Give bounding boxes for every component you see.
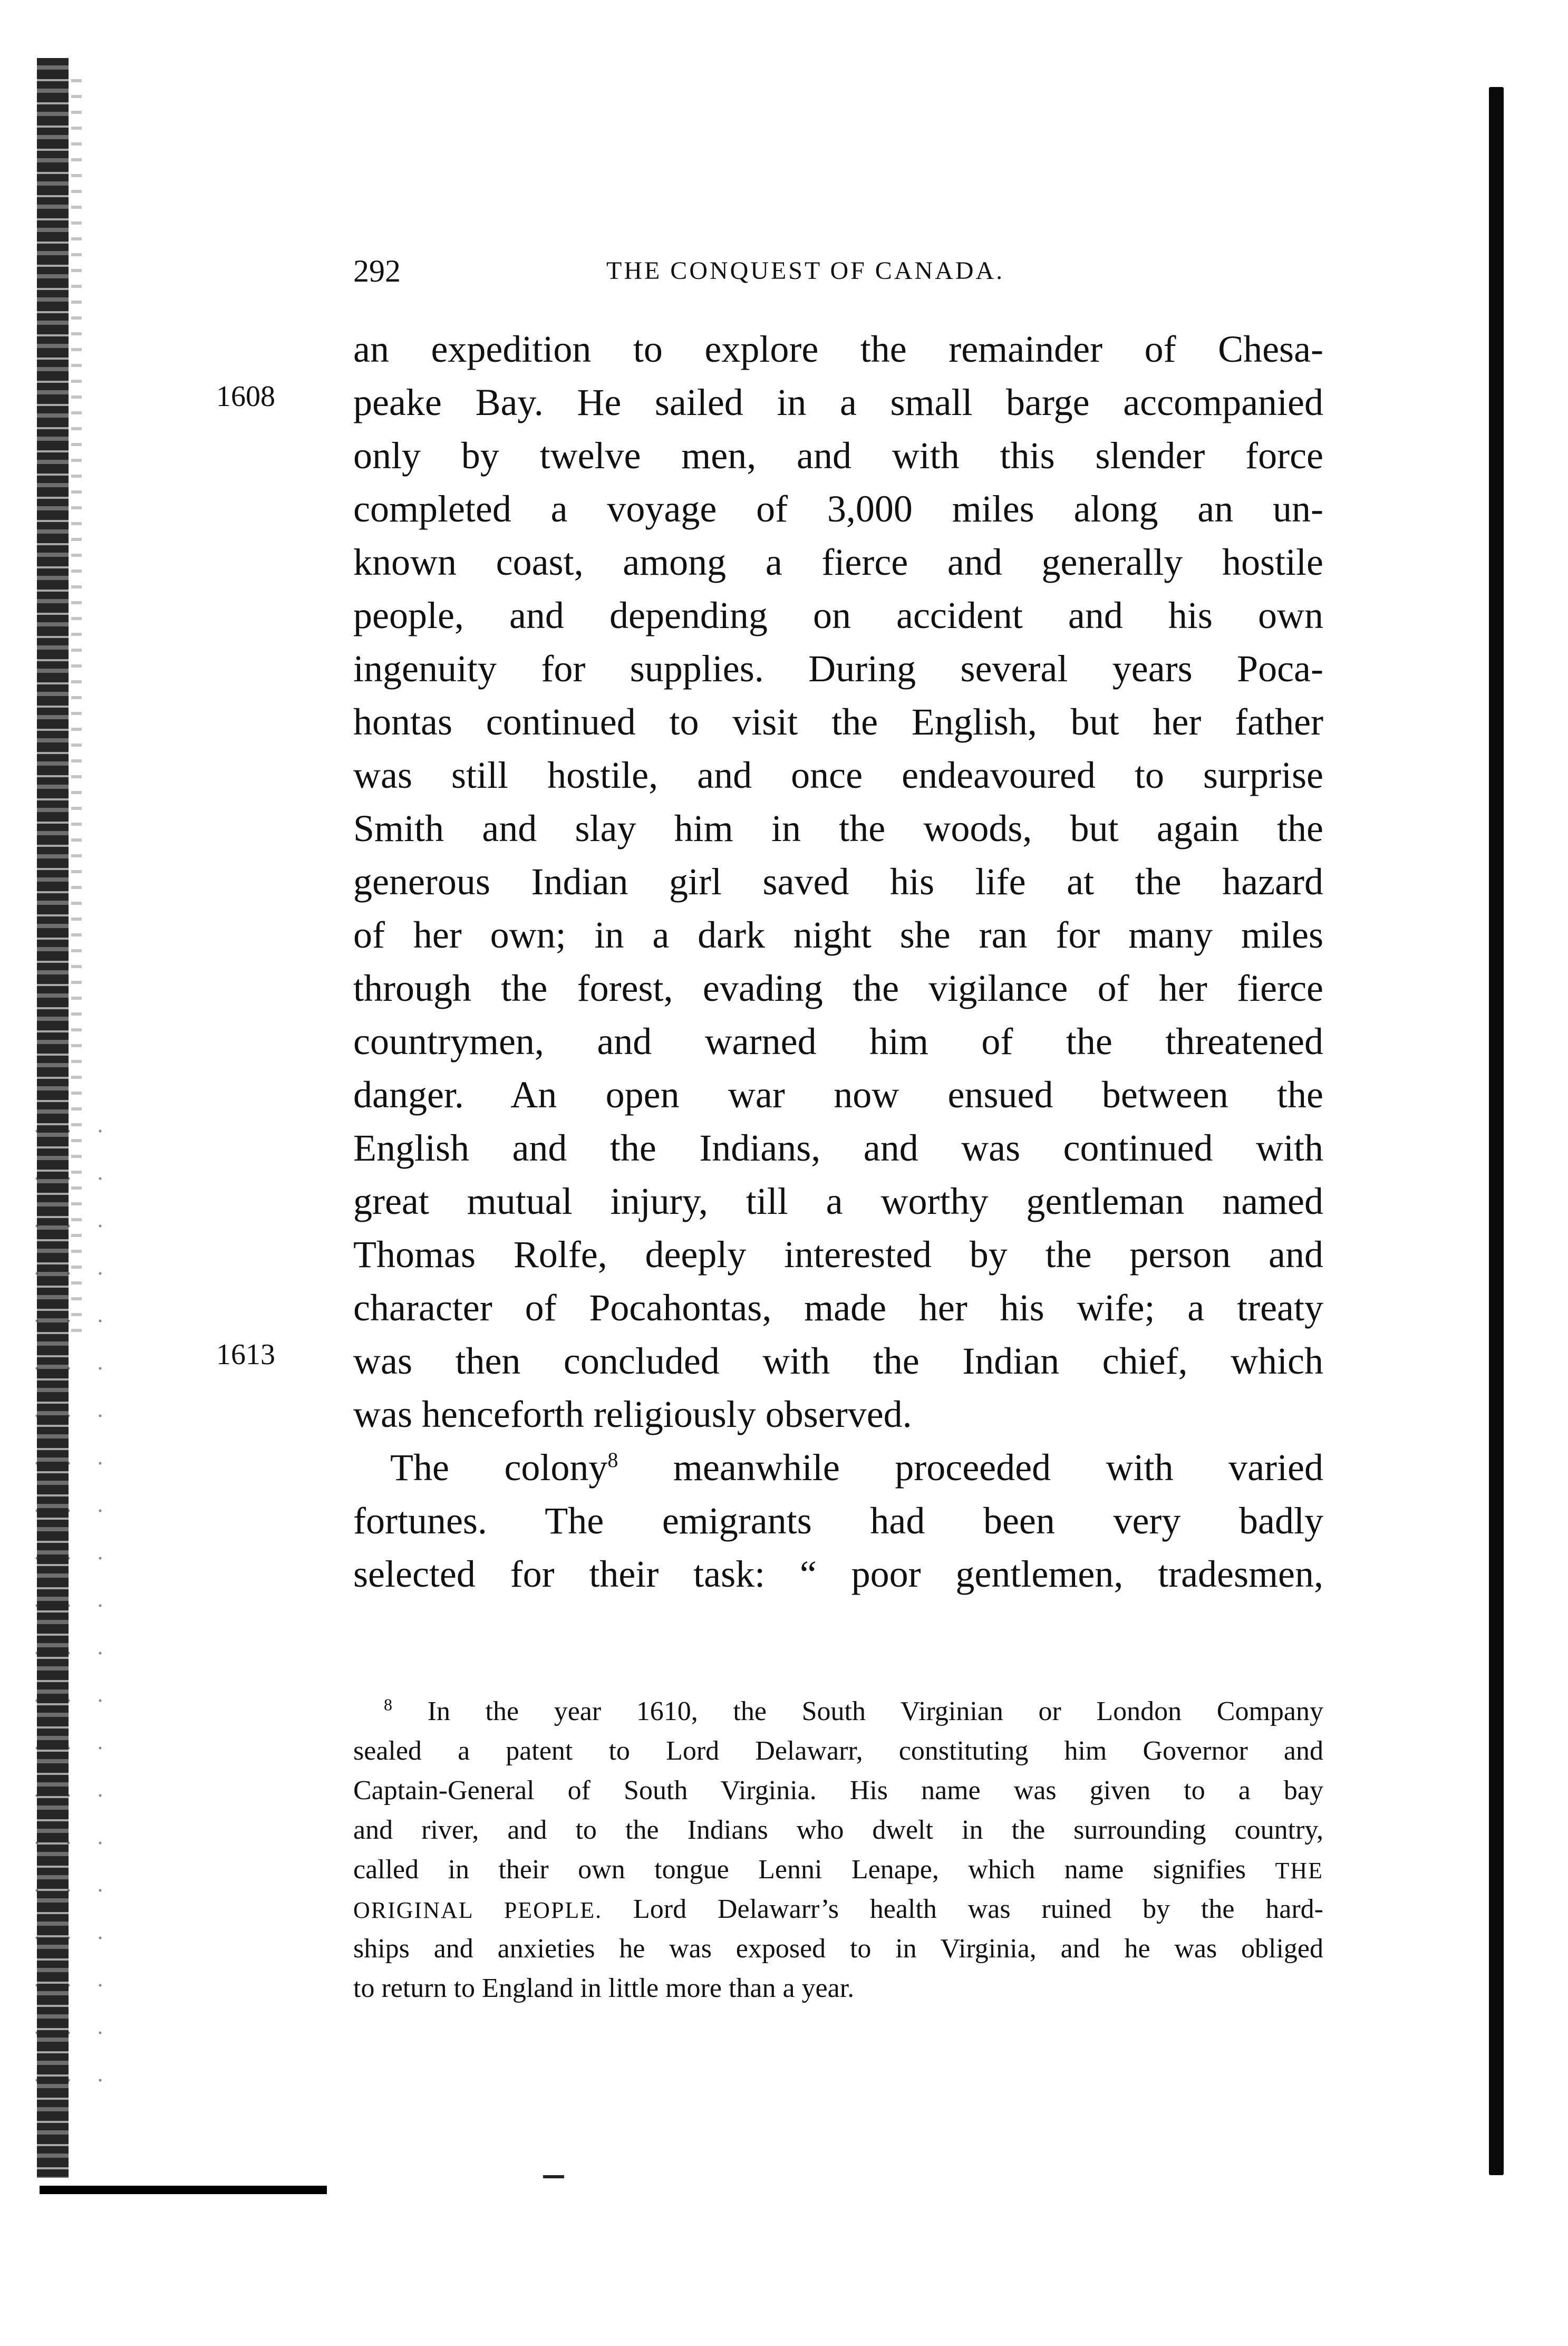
body-line: character of Pocahontas, made her his wife; a treaty <box>353 1287 1323 1329</box>
body-line: through the forest, evading the vigilance of her fierce <box>353 967 1323 1009</box>
body-line: was then concluded with the Indian chief, which <box>353 1340 1323 1382</box>
footnote-line: to return to England in little more than a year. <box>353 1973 855 2003</box>
body-line: an expedition to explore the remainder of Chesa- <box>353 328 1323 370</box>
footnote-smallcaps: THE <box>1275 1858 1323 1884</box>
right-edge-shadow <box>1489 87 1504 2175</box>
margin-year-1608: 1608 <box>216 380 275 413</box>
paragraph-2-line-1 <box>353 1441 1323 1494</box>
footnote-text: called in their own tongue Lenni Lenape, which name signifies <box>353 1855 1246 1885</box>
footnote-line: ships and anxieties he was exposed to in Virginia, and he was obliged <box>353 1934 1323 1964</box>
paragraph-2-text-a: The colony <box>390 1446 608 1489</box>
body-line: of her own; in a dark night she ran for many miles <box>353 914 1323 956</box>
footnote-text: In the year 1610, the South Virginian or London Company <box>427 1696 1324 1726</box>
body-line: only by twelve men, and with this slender force <box>353 435 1323 477</box>
body-line: countrymen, and warned him of the threatened <box>353 1020 1323 1063</box>
printer-mark <box>543 2175 564 2178</box>
paragraph-2-line-3: selected for their task: “ poor gentlemen, tradesmen, <box>353 1553 1323 1595</box>
footnote-line: sealed a patent to Lord Delawarr, constituting him Governor and <box>353 1736 1323 1766</box>
body-line: generous Indian girl saved his life at the hazard <box>353 861 1323 903</box>
paragraph-2-text-b: meanwhile proceeded with varied <box>618 1446 1323 1489</box>
footnote-mark: 8 <box>384 1695 392 1714</box>
footnote-reference: 8 <box>607 1448 618 1472</box>
body-line: danger. An open war now ensued between the <box>353 1074 1323 1116</box>
footnote-line-6 <box>353 1889 1323 1929</box>
body-line: completed a voyage of 3,000 miles along an un- <box>353 488 1323 530</box>
paragraph-2-line-2: fortunes. The emigrants had been very badly <box>353 1500 1323 1542</box>
body-text <box>353 323 1323 1601</box>
margin-year-1613: 1613 <box>216 1338 275 1371</box>
footnote-line-1 <box>353 1692 1323 1731</box>
footnote-smallcaps: ORIGINAL PEOPLE. <box>353 1897 603 1923</box>
body-line: was henceforth religiously observed. <box>353 1393 912 1435</box>
footnote-text: Lord Delawarr’s health was ruined by the hard- <box>602 1894 1323 1924</box>
page-number: 292 <box>353 254 401 288</box>
running-head: THE CONQUEST OF CANADA. <box>606 257 1005 285</box>
body-line: people, and depending on accident and his own <box>353 594 1323 636</box>
scan-specks <box>21 1107 116 2109</box>
footnote-line: and river, and to the Indians who dwelt in the surrounding country, <box>353 1815 1323 1845</box>
body-line: Thomas Rolfe, deeply interested by the person and <box>353 1233 1323 1276</box>
bottom-edge-shadow <box>40 2186 327 2194</box>
page-header <box>353 253 1323 295</box>
body-line: ingenuity for supplies. During several years Poca- <box>353 648 1323 690</box>
body-line: peake Bay. He sailed in a small barge accompanied <box>353 381 1323 423</box>
body-line: Smith and slay him in the woods, but again the <box>353 807 1323 849</box>
body-line: English and the Indians, and was continued with <box>353 1127 1323 1169</box>
footnote <box>353 1692 1323 2008</box>
body-line: hontas continued to visit the English, but her father <box>353 701 1323 743</box>
body-line: known coast, among a fierce and generally hostile <box>353 541 1323 583</box>
footnote-line-5 <box>353 1850 1323 1889</box>
footnote-line: Captain-General of South Virginia. His name was given to a bay <box>353 1775 1323 1806</box>
body-line: great mutual injury, till a worthy gentleman named <box>353 1180 1323 1222</box>
body-line: was still hostile, and once endeavoured to surprise <box>353 754 1323 796</box>
